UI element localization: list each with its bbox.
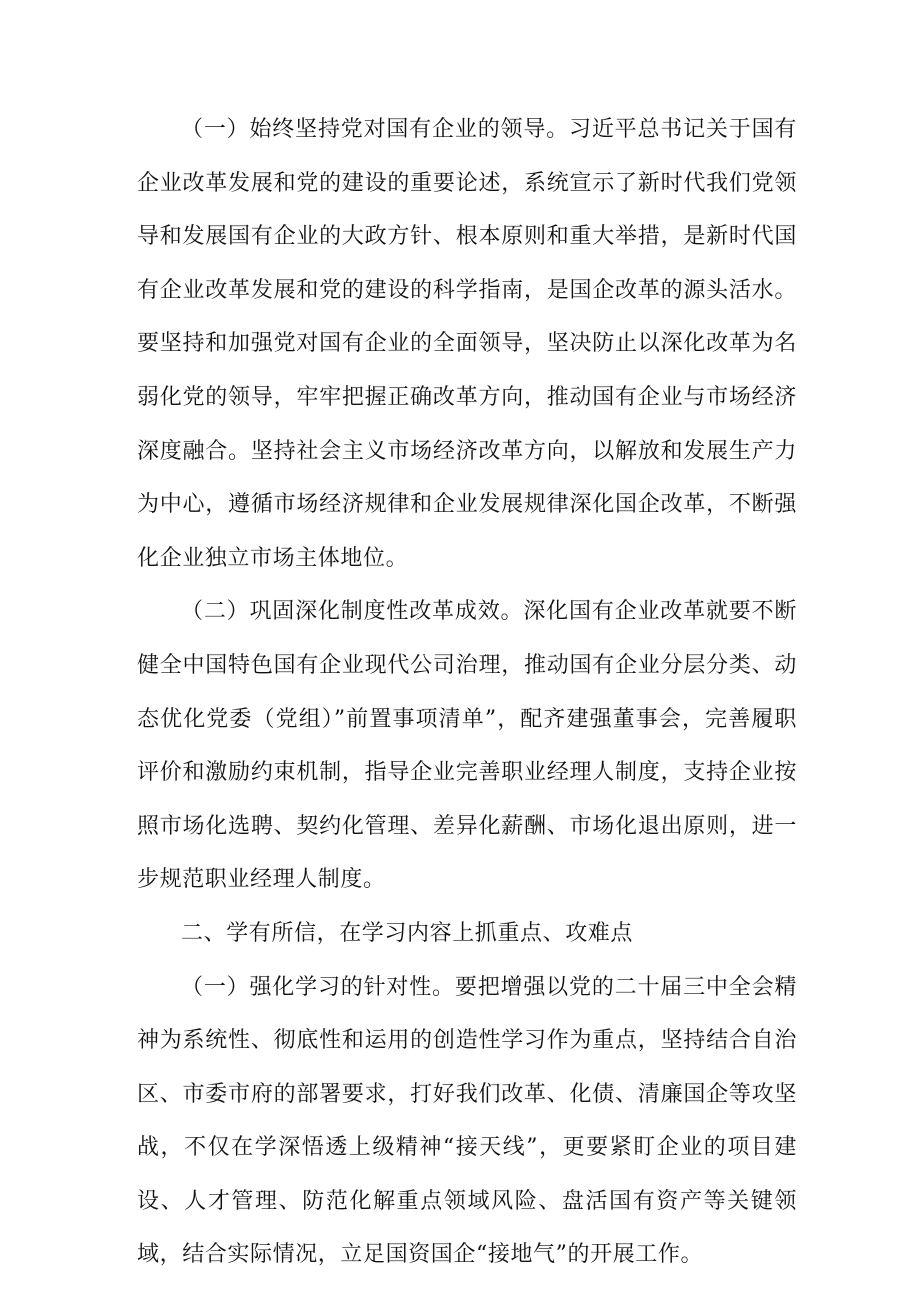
document-body <box>137 103 797 1282</box>
paragraph-party-leadership: （一）始终坚持党对国有企业的领导。习近平总书记关于国有企业改革发展和党的建设的重要论述，系统宣示了新时代我们党领导和发展国有企业的大政方针、根本原则和重大举措，是新时代国有企业改革发展和党的建设的科学指南，是国企改革的源头活水。要坚持和加强党对国有企业的全面领导，坚决防止以深化改革为名弱化党的领导，牢牢把握正确改革方向，推动国有企业与市场经济深度融合。坚持社会主义市场经济改革方向，以解放和发展生产力为中心，遵循市场经济规律和企业发展规律深化国企改革，不断强化企业独立市场主体地位。 <box>137 117 797 571</box>
section-heading-two: 二、学有所信，在学习内容上抓重点、攻难点 <box>181 920 634 946</box>
paragraph-study-focus: （一）强化学习的针对性。要把增强以党的二十届三中全会精神为系统性、彻底性和运用的创造性学习作为重点，坚持结合自治区、市委市府的部署要求，打好我们改革、化债、清廉国企等攻坚战，不仅在学深悟透上级精神“接天线”，更要紧盯企业的项目建设、人才管理、防范化解重点领域风险、盘活国有资产等关键领域，结合实际情况，立足国资国企“接地气”的开展工作。 <box>137 974 797 1268</box>
paragraph-institutional-reform: （二）巩固深化制度性改革成效。深化国有企业改革就要不断健全中国特色国有企业现代公司治理，推动国有企业分层分类、动态优化党委（党组）”前置事项清单”，配齐建强董事会，完善履职评价和激励约束机制，指导企业完善职业经理人制度，支持企业按照市场化选聘、契约化管理、差异化薪酬、市场化退出原则，进一步规范职业经理人制度。 <box>137 599 797 893</box>
